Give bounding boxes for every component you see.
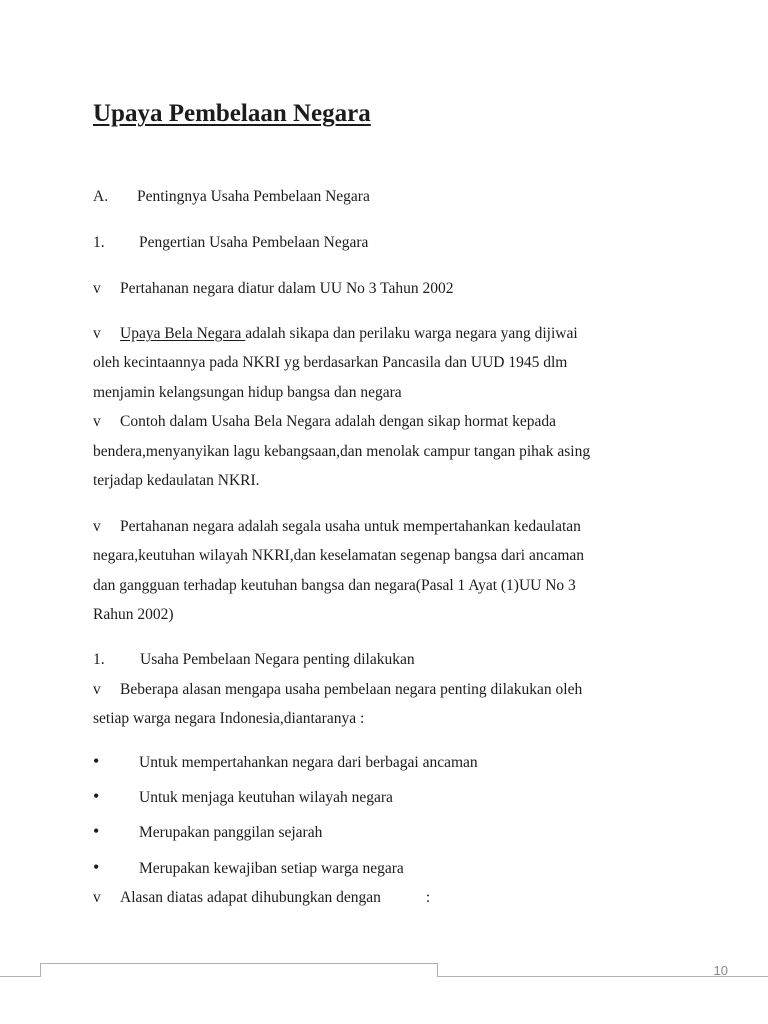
paragraph-text: Alasan diatas adapat dihubungkan dengan [120,889,381,906]
subsection-heading [93,233,368,253]
paragraph-line [93,517,581,537]
paragraph-line [93,442,590,462]
bullet-item [93,857,404,879]
page-title: Upaya Pembelaan Negara [93,100,371,127]
v-marker: v [93,325,101,342]
bullet-icon: • [93,751,100,771]
bullet-text: Merupakan panggilan sejarah [139,824,323,841]
section-heading [93,187,370,207]
paragraph-text: Pertahanan negara diatur dalam UU No 3 Tahun 2002 [120,280,454,297]
v-marker: v [93,280,101,297]
paragraph-line [93,324,578,344]
page-number: 10 [713,963,728,978]
section-text: Pentingnya Usaha Pembelaan Negara [137,188,370,205]
subsection-heading [93,650,415,670]
paragraph-line [93,576,576,596]
paragraph-line [93,605,174,625]
paragraph-text: Rahun 2002) [93,606,174,623]
underlined-term: Upaya Bela Negara [120,325,246,342]
subsection-text: Usaha Pembelaan Negara penting dilakukan [140,651,415,668]
paragraph-text: setiap warga negara Indonesia,diantaranya : [93,710,365,727]
paragraph-text: adalah sikapa dan perilaku warga negara yang dijiwai [245,325,578,342]
section-marker: A. [93,188,109,205]
bullet-item [93,786,393,808]
bullet-icon: • [93,821,100,841]
bullet-icon: • [93,786,100,806]
paragraph-line [93,680,582,700]
v-marker: v [93,518,101,535]
paragraph-line [93,888,430,908]
footer-tab [40,963,438,977]
paragraph-text: negara,keutuhan wilayah NKRI,dan keselamatan segenap bangsa dari ancaman [93,547,585,564]
paragraph-text: Pertahanan negara adalah segala usaha untuk mempertahankan kedaulatan [120,518,581,535]
bullet-item [93,751,478,773]
bullet-text: Merupakan kewajiban setiap warga negara [139,860,404,877]
paragraph-line [93,383,402,403]
bullet-text: Untuk mempertahankan negara dari berbagai ancaman [139,754,478,771]
v-marker: v [93,413,101,430]
paragraph-line [93,546,584,566]
v-marker: v [93,889,101,906]
bullet-icon: • [93,857,100,877]
paragraph-line [93,279,454,299]
subsection-text: Pengertian Usaha Pembelaan Negara [139,234,369,251]
paragraph-text: menjamin kelangsungan hidup bangsa dan negara [93,384,402,401]
v-marker: v [93,681,101,698]
paragraph-text: dan gangguan terhadap keutuhan bangsa dan negara(Pasal 1 Ayat (1)UU No 3 [93,577,576,594]
paragraph-text: terjadap kedaulatan NKRI. [93,472,260,489]
bullet-item [93,821,322,843]
subsection-marker: 1. [93,651,105,668]
paragraph-line [93,353,567,373]
paragraph-line [93,471,260,491]
paragraph-line [93,709,364,729]
subsection-marker: 1. [93,234,105,251]
paragraph-line [93,412,556,432]
bullet-text: Untuk menjaga keutuhan wilayah negara [139,789,393,806]
paragraph-text: Beberapa alasan mengapa usaha pembelaan negara penting dilakukan oleh [120,681,583,698]
paragraph-text: oleh kecintaannya pada NKRI yg berdasarkan Pancasila dan UUD 1945 dlm [93,354,568,371]
paragraph-text: Contoh dalam Usaha Bela Negara adalah dengan sikap hormat kepada [120,413,556,430]
paragraph-text: bendera,menyanyikan lagu kebangsaan,dan menolak campur tangan pihak asing [93,443,591,460]
trailing-colon: : [425,889,431,906]
